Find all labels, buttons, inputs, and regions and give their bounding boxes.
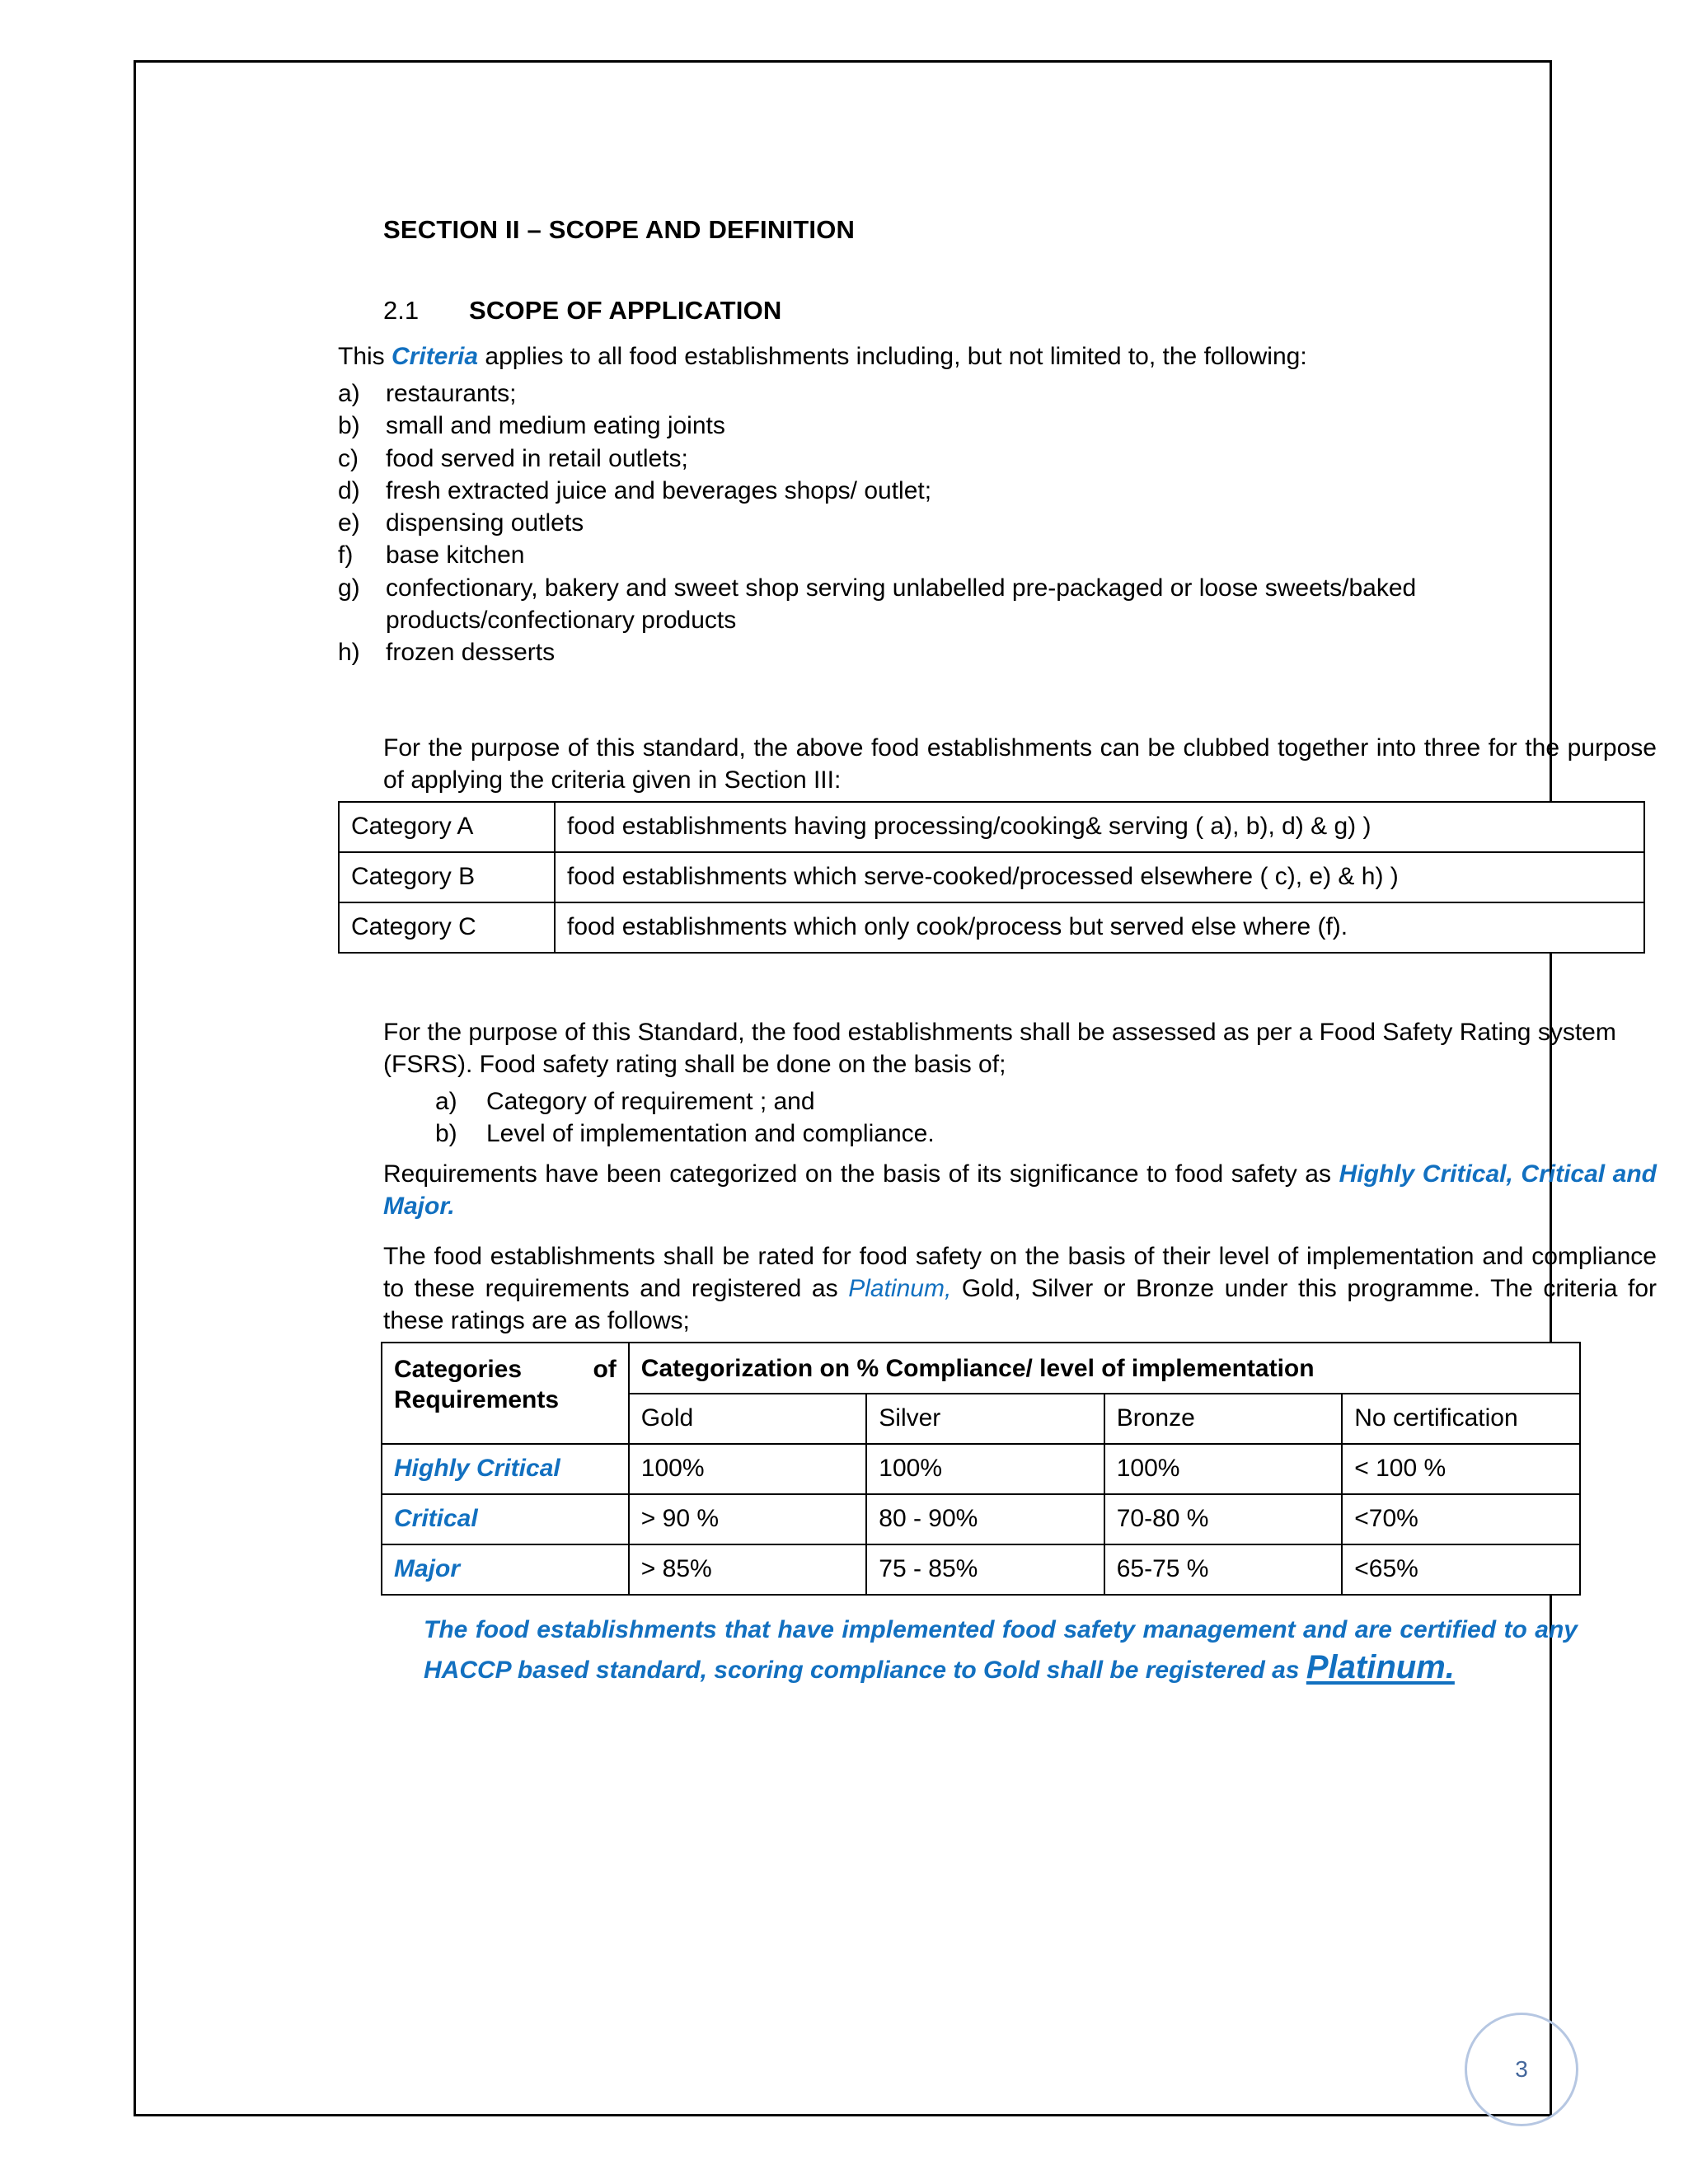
table-row <box>339 902 1644 953</box>
table-row <box>339 852 1644 902</box>
list-item <box>338 475 1657 507</box>
subsection-heading <box>383 296 1657 326</box>
rating-column-header-bronze: Bronze <box>1104 1394 1343 1444</box>
category-description: food establishments which serve-cooked/processed elsewhere ( c), e) & h) ) <box>555 852 1644 902</box>
page-number-value: 3 <box>1515 2056 1528 2082</box>
scope-list <box>338 377 1657 669</box>
list-text: Level of implementation and compliance. <box>486 1119 935 1147</box>
intro-lead-text: This <box>338 343 392 370</box>
list-marker: a) <box>338 380 360 407</box>
rating-emphasis-platinum: Platinum, <box>848 1275 952 1303</box>
clubbing-paragraph: For the purpose of this standard, the above food establishments can be clubbed together into three for the purpose of applying the criteria given in Section III: <box>383 733 1657 794</box>
closing-note-platinum: Platinum. <box>1306 1649 1455 1686</box>
category-name: Category A <box>339 802 555 852</box>
list-item <box>338 572 1657 637</box>
list-text: base kitchen <box>386 541 525 569</box>
subsection-title: SCOPE OF APPLICATION <box>469 296 782 325</box>
list-item <box>338 410 1657 442</box>
category-name: Category B <box>339 852 555 902</box>
closing-note <box>424 1614 1578 1689</box>
list-item <box>338 539 1657 571</box>
spacer <box>338 1227 1657 1240</box>
requirement-category: Critical <box>382 1494 629 1544</box>
list-marker: b) <box>435 1119 457 1147</box>
compliance-value: > 85% <box>629 1544 866 1595</box>
compliance-value: 100% <box>1104 1444 1343 1494</box>
compliance-value: <70% <box>1342 1494 1580 1544</box>
spacer <box>338 669 1657 732</box>
categorization-emphasis: Highly Critical, Critical and Major. <box>383 1160 1658 1221</box>
categorization-text: Requirements have been categorized on the basis of its significance to food safety as <box>383 1160 1339 1188</box>
list-marker: a) <box>435 1087 457 1115</box>
list-item <box>338 507 1657 539</box>
list-marker: e) <box>338 509 360 537</box>
list-marker: b) <box>338 412 360 440</box>
page-content <box>338 215 1657 1689</box>
compliance-value: 100% <box>629 1444 866 1494</box>
list-text: fresh extracted juice and beverages shops/ outlet; <box>386 476 932 504</box>
rating-column-header-silver: Silver <box>866 1394 1104 1444</box>
compliance-value: 80 - 90% <box>866 1494 1104 1544</box>
assessment-basis-list <box>435 1085 1657 1151</box>
compliance-value: 75 - 85% <box>866 1544 1104 1595</box>
compliance-span-header: Categorization on % Compliance/ level of implementation <box>629 1343 1580 1394</box>
list-text: frozen desserts <box>386 639 556 667</box>
rating-column-header-no-certification: No certification <box>1342 1394 1580 1444</box>
rating-text-lead: The food establishments shall be rated for food safety on the basis of their level of implementation and compliance to these requirements and registered as <box>383 1243 1657 1303</box>
list-marker: c) <box>338 444 359 472</box>
rating-column-header-gold: Gold <box>629 1394 866 1444</box>
rating-text-trailing: Gold, Silver or Bronze under this programme. The criteria for these ratings are as follows; <box>383 1275 1658 1335</box>
compliance-value: <65% <box>1342 1544 1580 1595</box>
requirement-category: Highly Critical <box>382 1444 629 1494</box>
closing-note-text: The food establishments that have implemented food safety management and are certified to any HACCP based standard, scoring compliance to Gold shall be registered as <box>424 1616 1578 1685</box>
list-text: dispensing outlets <box>386 509 584 537</box>
requirements-column-header: Categories of Requirements <box>382 1343 629 1444</box>
categorization-paragraph <box>383 1158 1657 1222</box>
page-number-badge <box>1465 2013 1578 2126</box>
list-text: Category of requirement ; and <box>486 1087 815 1115</box>
list-marker: h) <box>338 639 360 667</box>
table-row <box>382 1444 1580 1494</box>
list-marker: d) <box>338 476 360 504</box>
category-description: food establishments which only cook/process but served else where (f). <box>555 902 1644 953</box>
compliance-value: < 100 % <box>1342 1444 1580 1494</box>
assessment-paragraph: For the purpose of this Standard, the food establishments shall be assessed as per a Food Safety Rating system (FSRS). Food safety rating shall be done on the basis of; <box>383 1018 1616 1078</box>
list-item <box>435 1085 1657 1118</box>
category-description: food establishments having processing/cooking& serving ( a), b), d) & g) ) <box>555 802 1644 852</box>
list-item <box>338 443 1657 475</box>
intro-paragraph <box>338 340 1657 373</box>
list-item <box>338 377 1657 410</box>
list-text: confectionary, bakery and sweet shop serving unlabelled pre-packaged or loose sweets/baked products/confectionary products <box>386 574 1417 635</box>
table-row <box>339 802 1644 852</box>
compliance-value: 70-80 % <box>1104 1494 1343 1544</box>
list-text: restaurants; <box>386 380 517 407</box>
rating-paragraph <box>383 1240 1657 1337</box>
subsection-number: 2.1 <box>383 296 420 325</box>
compliance-table <box>381 1342 1581 1596</box>
category-name: Category C <box>339 902 555 953</box>
page-title: SECTION II – SCOPE AND DEFINITION <box>383 215 856 244</box>
spacer <box>338 954 1657 1016</box>
intro-trailing-text: applies to all food establishments including, but not limited to, the following: <box>478 343 1307 370</box>
compliance-value: > 90 % <box>629 1494 866 1544</box>
page-border <box>134 60 1658 2116</box>
table-row <box>382 1544 1580 1595</box>
list-text: food served in retail outlets; <box>386 444 688 472</box>
list-item <box>338 636 1657 668</box>
table-header-row <box>382 1343 1580 1394</box>
list-item <box>435 1118 1657 1150</box>
compliance-value: 65-75 % <box>1104 1544 1343 1595</box>
table-row <box>382 1494 1580 1544</box>
intro-emphasis-criteria: Criteria <box>392 343 479 370</box>
category-table <box>338 801 1645 954</box>
list-marker: g) <box>338 574 360 602</box>
list-marker: f) <box>338 541 354 569</box>
compliance-value: 100% <box>866 1444 1104 1494</box>
requirement-category: Major <box>382 1544 629 1595</box>
list-text: small and medium eating joints <box>386 412 725 440</box>
